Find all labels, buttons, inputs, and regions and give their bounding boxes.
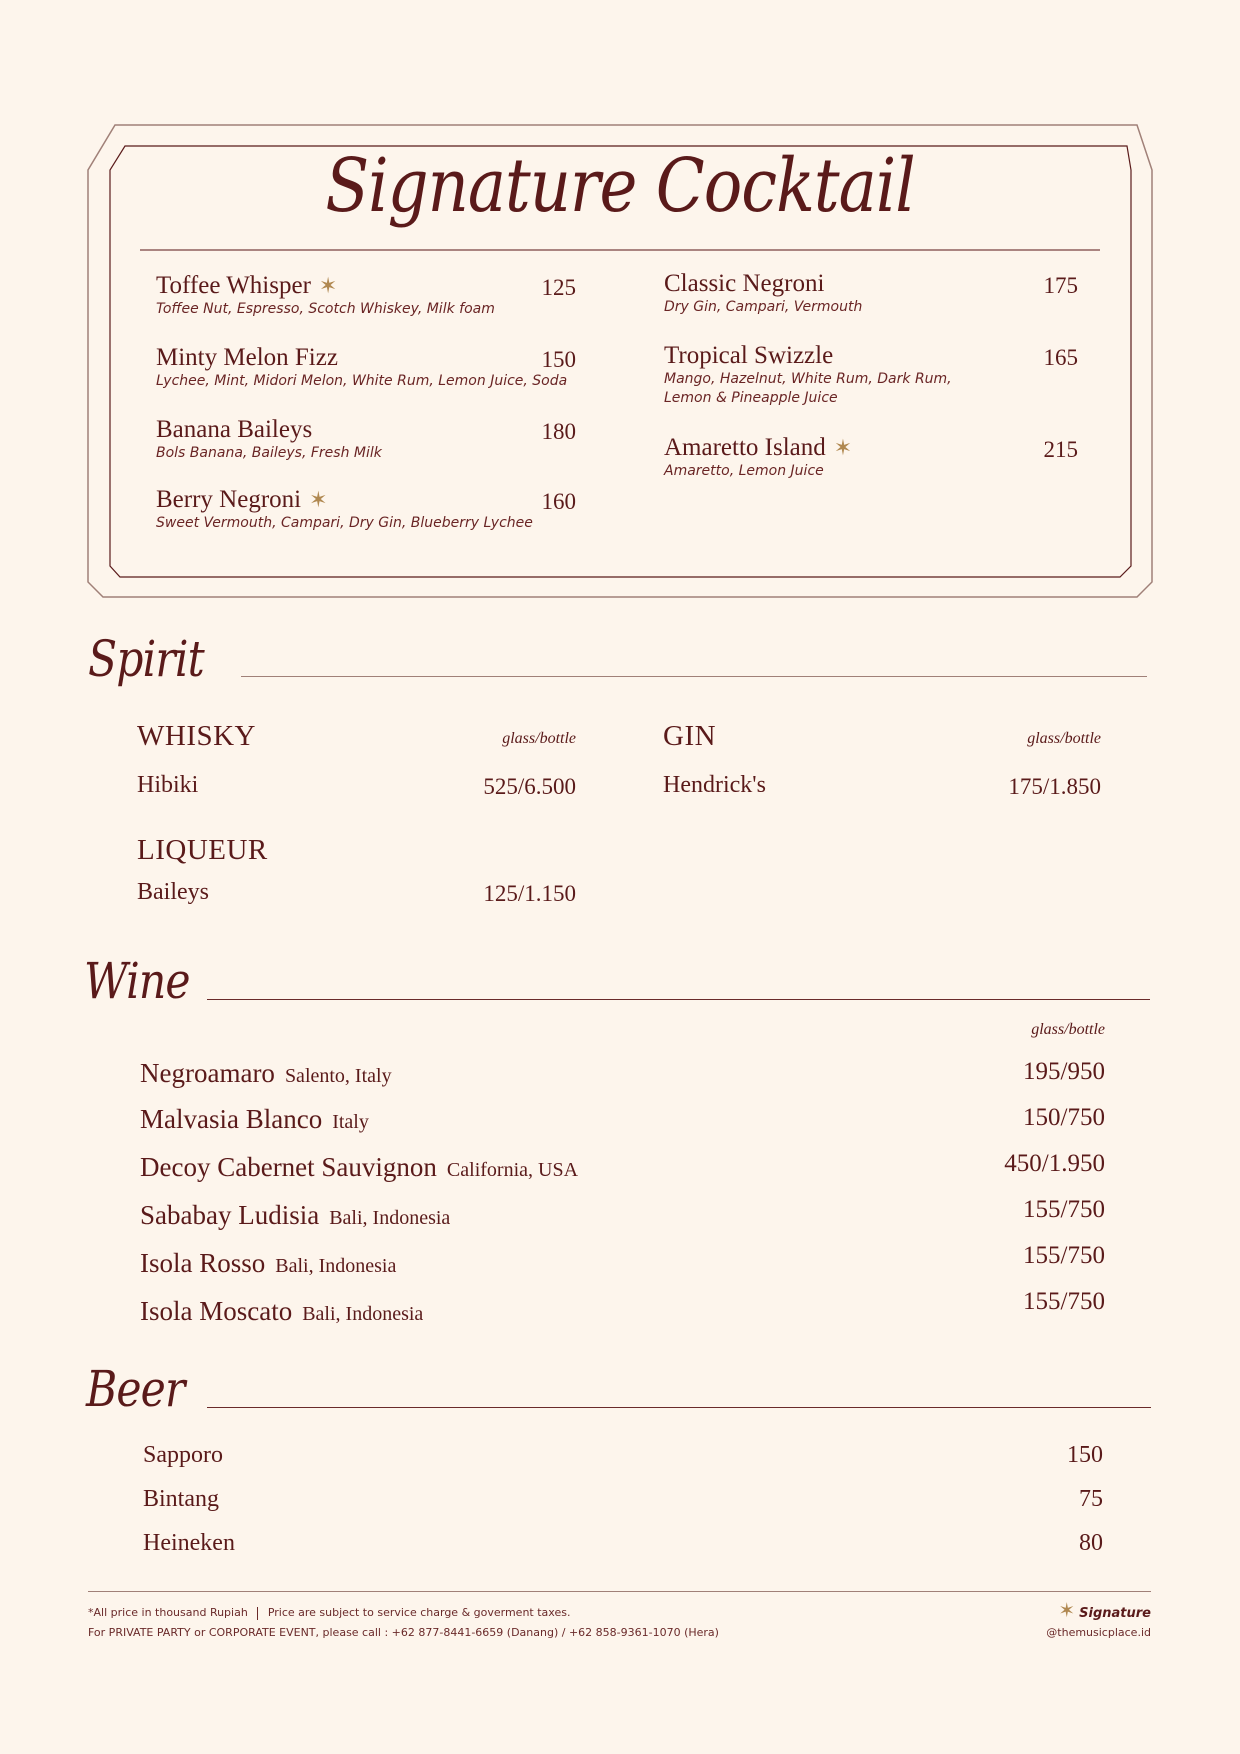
wine-price: 450/1.950 (1004, 1150, 1105, 1177)
wine-row (140, 1242, 1105, 1296)
cocktail-item (156, 344, 576, 416)
cocktail-description-line: Mango, Hazelnut, White Rum, Dark Rum, (664, 371, 952, 387)
beer-row (143, 1530, 1103, 1574)
wine-name: Isola Rosso (140, 1248, 266, 1278)
cocktail-description: Dry Gin, Campari, Vermouth (664, 299, 863, 315)
beer-price: 80 (1079, 1530, 1103, 1556)
tax-note: Price are subject to service charge & goverment taxes. (267, 1606, 571, 1619)
signature-star-icon: ✶ (318, 274, 338, 299)
signature-star-icon: ✶ (1058, 1598, 1076, 1622)
cocktail-price: 160 (541, 489, 576, 514)
gin-unit-label: glass/bottle (1027, 730, 1101, 747)
wine-unit-label: glass/bottle (1031, 1021, 1105, 1038)
beer-price: 75 (1079, 1486, 1103, 1512)
signature-legend-label: Signature (1079, 1606, 1151, 1621)
cocktail-description: Bols Banana, Baileys, Fresh Milk (156, 445, 382, 461)
whisky-category: WHISKY (137, 720, 256, 752)
beer-section-title: Beer (86, 1360, 185, 1418)
cocktail-item (664, 434, 1078, 506)
beer-name: Heineken (143, 1530, 235, 1556)
cocktail-price: 125 (541, 275, 576, 300)
cocktail-description: Amaretto, Lemon Juice (664, 463, 824, 479)
footer-price-note (88, 1606, 570, 1620)
wine-price: 155/750 (1023, 1288, 1105, 1315)
cocktail-description: Toffee Nut, Espresso, Scotch Whiskey, Milk foam (156, 301, 495, 317)
whisky-unit-label: glass/bottle (502, 730, 576, 747)
spirit-item-name: Hibiki (137, 772, 199, 798)
cocktail-name: Minty Melon Fizz (156, 344, 338, 371)
cocktail-item (664, 270, 1078, 342)
wine-row (140, 1104, 1105, 1152)
beer-list (143, 1442, 1103, 1574)
beer-row (143, 1486, 1103, 1530)
cocktail-name: Toffee Whisper (156, 272, 311, 299)
wine-name: Decoy Cabernet Sauvignon (140, 1152, 437, 1182)
cocktail-price: 180 (541, 419, 576, 444)
wine-row (140, 1058, 1105, 1104)
price-currency-note: *All price in thousand Rupiah (88, 1606, 248, 1619)
cocktail-price: 165 (1043, 345, 1078, 370)
wine-origin: Bali, Indonesia (329, 1207, 451, 1229)
signature-star-icon: ✶ (309, 488, 328, 513)
spirit-item-price: 525/6.500 (483, 774, 576, 799)
beer-name: Sapporo (143, 1442, 223, 1468)
cocktail-item (156, 486, 576, 558)
spirit-item-name: Baileys (137, 879, 209, 905)
wine-price: 155/750 (1023, 1196, 1105, 1223)
spirit-section-title: Spirit (88, 630, 204, 688)
cocktail-name: Banana Baileys (156, 416, 313, 443)
cocktail-name: Tropical Swizzle (664, 342, 834, 369)
cocktail-price: 150 (541, 347, 576, 372)
cocktail-price: 215 (1043, 437, 1078, 462)
signature-star-icon: ✶ (833, 436, 853, 461)
wine-row (140, 1152, 1105, 1200)
cocktail-price: 175 (1043, 273, 1078, 298)
gin-category: GIN (663, 720, 717, 752)
cocktail-name: Berry Negroni (156, 486, 302, 513)
wine-price: 195/950 (1023, 1058, 1105, 1085)
wine-name: Isola Moscato (140, 1296, 293, 1326)
private-party-contact: For PRIVATE PARTY or CORPORATE EVENT, please call : +62 877-8441-6659 (Danang) / +62 858-9361-1070 (Hera) (88, 1626, 719, 1639)
spirit-item-price: 175/1.850 (1008, 774, 1101, 799)
wine-origin: Italy (332, 1111, 369, 1133)
wine-price: 155/750 (1023, 1242, 1105, 1269)
wine-row (140, 1196, 1105, 1248)
beer-name: Bintang (143, 1486, 219, 1512)
separator (257, 1607, 258, 1620)
wine-origin: Bali, Indonesia (302, 1303, 424, 1325)
cocktail-description-line: Lemon & Pineapple Juice (664, 390, 838, 406)
liqueur-category: LIQUEUR (137, 834, 268, 866)
wine-list (140, 1058, 1105, 1344)
wine-name: Sababay Ludisia (140, 1200, 320, 1230)
wine-origin: Bali, Indonesia (275, 1255, 397, 1277)
social-handle[interactable]: @themusicplace.id (1046, 1626, 1151, 1639)
cocktail-column-right (664, 270, 1078, 506)
wine-price: 150/750 (1023, 1104, 1105, 1131)
cocktail-item (664, 342, 1078, 434)
signature-cocktail-title: Signature Cocktail (325, 144, 915, 230)
footer-divider (88, 1591, 1151, 1592)
wine-name: Malvasia Blanco (140, 1104, 323, 1134)
beer-divider (207, 1407, 1151, 1408)
wine-divider (207, 999, 1150, 1000)
spirit-item-name: Hendrick's (663, 772, 766, 798)
beer-price: 150 (1067, 1442, 1103, 1468)
wine-section-title: Wine (84, 952, 190, 1010)
wine-origin: Salento, Italy (284, 1065, 392, 1087)
wine-origin: California, USA (446, 1159, 579, 1181)
cocktail-description: Lychee, Mint, Midori Melon, White Rum, Lemon Juice, Soda (156, 373, 568, 389)
wine-row (140, 1288, 1105, 1344)
cocktail-description: Sweet Vermouth, Campari, Dry Gin, Blueberry Lychee (156, 515, 533, 531)
spirit-divider (241, 676, 1147, 677)
signature-legend (1058, 1598, 1151, 1622)
spirit-item-price: 125/1.150 (483, 881, 576, 906)
cocktail-name: Classic Negroni (664, 270, 825, 297)
wine-name: Negroamaro (140, 1058, 275, 1088)
cocktail-item (156, 272, 576, 344)
beer-row (143, 1442, 1103, 1486)
cocktail-item (156, 416, 576, 486)
cocktail-name: Amaretto Island (664, 434, 826, 461)
cocktail-column-left (156, 272, 576, 558)
